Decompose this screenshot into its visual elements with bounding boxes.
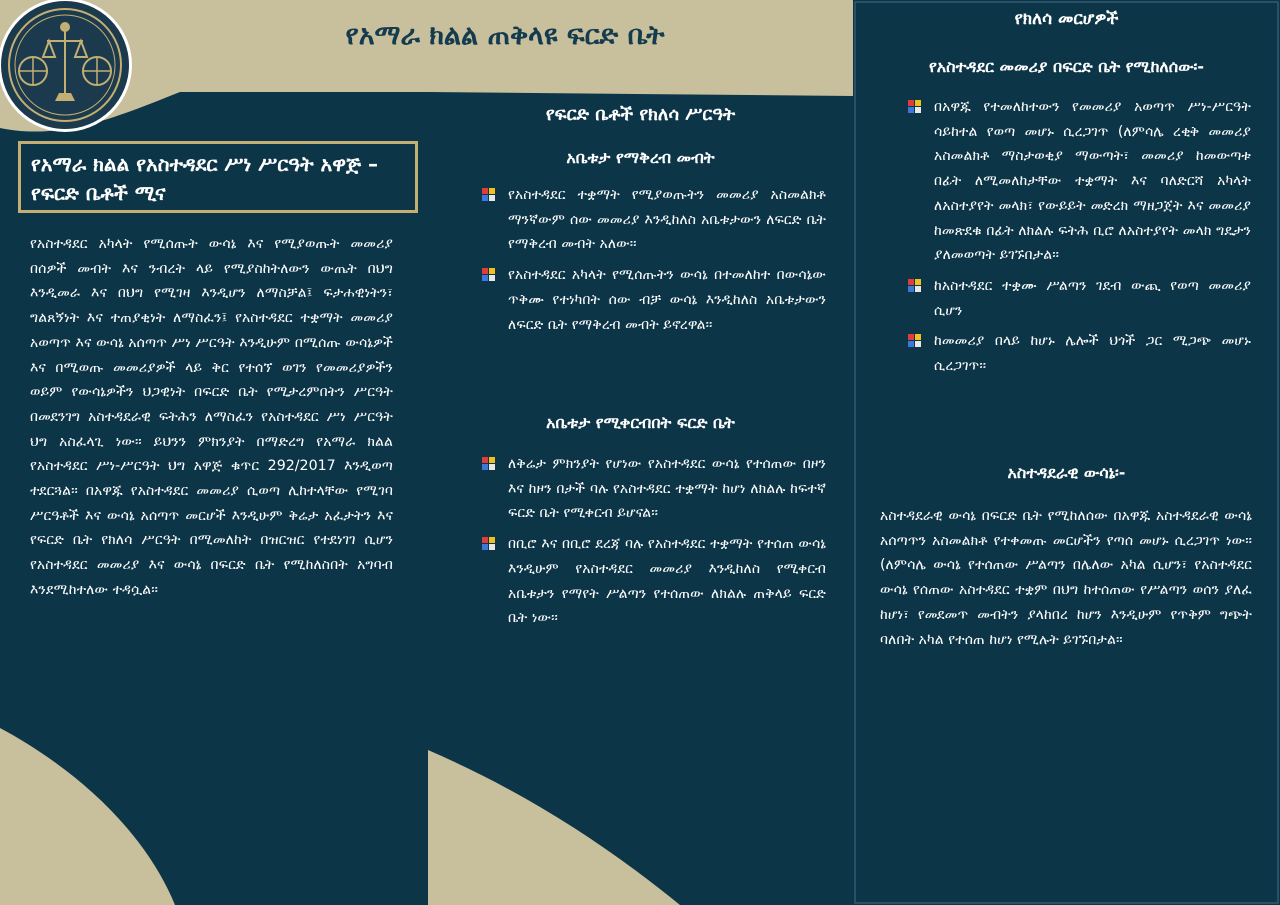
court-seal-icon (0, 0, 132, 132)
bullet-icon (908, 334, 922, 348)
bullet-square (915, 341, 921, 347)
list-item: ከአስተዳደር ተቋሙ ሥልጣን ገደብ ውጪ የወጣ መመሪያ ሲሆን (908, 274, 1251, 323)
list-item: በአዋጁ የተመለከተውን የመመሪያ አወጣጥ ሥነ-ሥርዓት ሳይከተል የወጣ መሆኑ ሲረጋገጥ (ለምሳሌ ረቂቅ መመሪያ አስመልክቶ ማስታወቂያ ማውጣት፣ መመሪያ ከመውጣቱ በፊት ለሚመለከታቸው ተቋማት እና ባለድርሻ አካላት ለአስተያየት መላክ፣ የውይይት መድረክ ማዘጋጀት እና መመሪያ ከመጽደቁ በፊት ለክልሉ ፍትሕ ቢሮ ለአስተያየት መላክ ግዴታን ያለመወጣት ይገኙበታል፡፡ (908, 95, 1251, 268)
bullet-icon (482, 457, 496, 471)
bullet-square (908, 334, 914, 340)
bullet-square (915, 100, 921, 106)
bullet-square (915, 286, 921, 292)
bullet-square (482, 464, 488, 470)
bullet-square (489, 275, 495, 281)
bullet-square (489, 464, 495, 470)
bullet-icon (482, 537, 496, 551)
bullet-icon (482, 188, 496, 202)
bullet-square (908, 286, 914, 292)
right-section2-title: አስተዳደራዊ ውሳኔ፡- (1007, 463, 1126, 482)
list-item: የአስተዳደር ተቋማት የሚያወጡትን መመሪያ አስመልክቶ ማንኛውም ሰው መመሪያ እንዲከለስ አቤቱታውን ለፍርድ ቤት የማቅረብ መብት አለው፡፡ (482, 183, 826, 257)
bullet-square (482, 544, 488, 550)
bullet-square (489, 544, 495, 550)
list-item: የአስተዳደር አካላት የሚሰጡትን ውሳኔ በተመለከተ በውሳኔው ጥቅሙ የተነካበት ሰው ብቻ ውሳኔ እንዲከለስ አቤቱታውን ለፍርድ ቤት የማቅረብ መብት ይኖረዋል፡፡ (482, 263, 826, 337)
bullet-square (915, 107, 921, 113)
bullet-square (482, 275, 488, 281)
right-panel-title: የክለሳ መርሆዎች (1014, 9, 1119, 29)
right-section2-body: አስተዳደራዊ ውሳኔ በፍርድ ቤት የሚከለሰው በአዋጁ አስተዳደራዊ ውሳኔ አሰጣጥን አስመልክቶ የተቀመጡ መርሆችን የጣሰ መሆኑ ሲረጋገጥ ነው፡፡ (ለምሳሌ ውሳኔ የተሰጠው ሥልጣን በሌለው አካል ሲሆን፣ የአስተዳደር ውሳኔ የሰጠው አስተዳደር ተቋም በህግ ከተሰጠው የሥልጣን ወሰን ያለፈ ከሆነ፣ የመደመጥ መብትን ያላከበረ ከሆን እንዲሁም የጥቅም ግጭት ባለበት አካል የተሰጠ ከሆነ የሚሉት ይገኙበታል፡፡ (880, 508, 1252, 648)
left-panel-body: የአስተዳደር አካላት የሚሰጡት ውሳኔ እና የሚያወጡት መመሪያ በሰዎች መብት እና ንብረት ላይ የሚያስከትለውን ውጤት በህግ እንዲመራ እና በህግ የሚገዛ እንዲሆን ለማስቻል፤ ፍታሐዊነትን፣ ግልጸኝነት እና ተጠያቂነት ለማስፈን፤ የአስተዳደር ተቋማት መመሪያ አወጣጥ እና ውሳኔ አሰጣጥ ሥነ ሥርዓት እንዲሁም በሚሰጡ ውሳኔዎች እና በሚወጡ መመሪያዎች ላይ ቅር የተሰኘ ወገን የመመሪያዎችን ወይም የውሳኔዎችን ህጋዊነት በፍርድ ቤት የሚታረምበትን ሥርዓት በመደንገግ አስተዳደራዊ ፍትሕን ለማስፈን የአስተዳደር ሥነ ሥርዓት ህግ አስፈላጊ ነው፡፡ ይህንን ምክንያት በማድረግ የአማራ ክልል የአስተዳደር ሥነ-ሥርዓት ህግ አዋጅ ቁጥር 292/2017 እንዲወጣ ተደርጓል፡፡ በአዋጁ የአስተዳደር መመሪያ ሲወጣ ሊከተላቸው የሚገባ ሥርዓቶች እና ውሳኔ አሰጣጥ መርሆች እንዲሁም ቅሬታ አፈታትን እና የፍርድ ቤት የክለሳ ሥርዓት በሚመለከት በዝርዝር የተደነገገ ሲሆን የአስተዳደር መመሪያ እና ውሳኔ በፍርድ ቤት የሚከለስበት አግባብ እንደሚከተለው ተዳሷል፡፡ (30, 236, 393, 598)
middle-section2-list (482, 452, 826, 637)
bullet-square (489, 195, 495, 201)
bullet-square (908, 341, 914, 347)
bullet-icon (482, 268, 496, 282)
bullet-square (489, 457, 495, 463)
bullet-square (915, 334, 921, 340)
list-item: በቢሮ እና በቢሮ ደረጃ ባሉ የአስተዳደር ተቋማት የተሰጠ ውሳኔ እንዲሁም የአስተዳደር መመሪያ እንዲከለስ የሚቀርብ አቤቱታን የማየት ሥልጣን የተሰጠው ለክልሉ ጠቅላይ ፍርድ ቤት ነው፡፡ (482, 532, 826, 631)
bullet-square (489, 537, 495, 543)
right-section1-title: የአስተዳደር መመሪያ በፍርድ ቤት የሚከለሰው፡- (929, 57, 1204, 76)
bullet-icon (908, 279, 922, 293)
bullet-square (489, 188, 495, 194)
bullet-square (482, 537, 488, 543)
left-panel-heading: የአማራ ክልል የአስተዳደር ሥነ ሥርዓት አዋጅ –የፍርድ ቤቶች ሚና (18, 141, 418, 213)
bullet-square (915, 279, 921, 285)
bullet-icon (908, 100, 922, 114)
bullet-square (482, 188, 488, 194)
bullet-square (482, 195, 488, 201)
list-item: ለቅሬታ ምክንያት የሆነው የአስተዳደር ውሳኔ የተሰጠው በዞን እና ከዞን በታች ባሉ የአስተዳደር ተቋማት ከሆነ ለክልሉ ከፍተኛ ፍርድ ቤት የሚቀርብ ይሆናል፡፡ (482, 452, 826, 526)
bullet-square (908, 107, 914, 113)
bullet-square (908, 279, 914, 285)
middle-panel-title: የፍርድ ቤቶች የክለሳ ሥርዓት (545, 104, 736, 125)
bullet-square (908, 100, 914, 106)
page-title: የአማራ ክልል ጠቅላዩ ፍርድ ቤት (345, 20, 665, 51)
middle-section2-title: አቤቱታ የሚቀርብበት ፍርድ ቤት (546, 413, 735, 432)
bullet-square (489, 268, 495, 274)
middle-section1-list (482, 183, 826, 343)
list-item: ከመመሪያ በላይ ከሆኑ ሌሎች ህጎች ጋር ሚጋጭ መሆኑ ሲረጋገጥ፡፡ (908, 329, 1251, 378)
middle-section1-title: አቤቱታ የማቅረብ መብት (566, 148, 715, 167)
bullet-square (482, 268, 488, 274)
right-section1-list (908, 95, 1251, 385)
bullet-square (482, 457, 488, 463)
